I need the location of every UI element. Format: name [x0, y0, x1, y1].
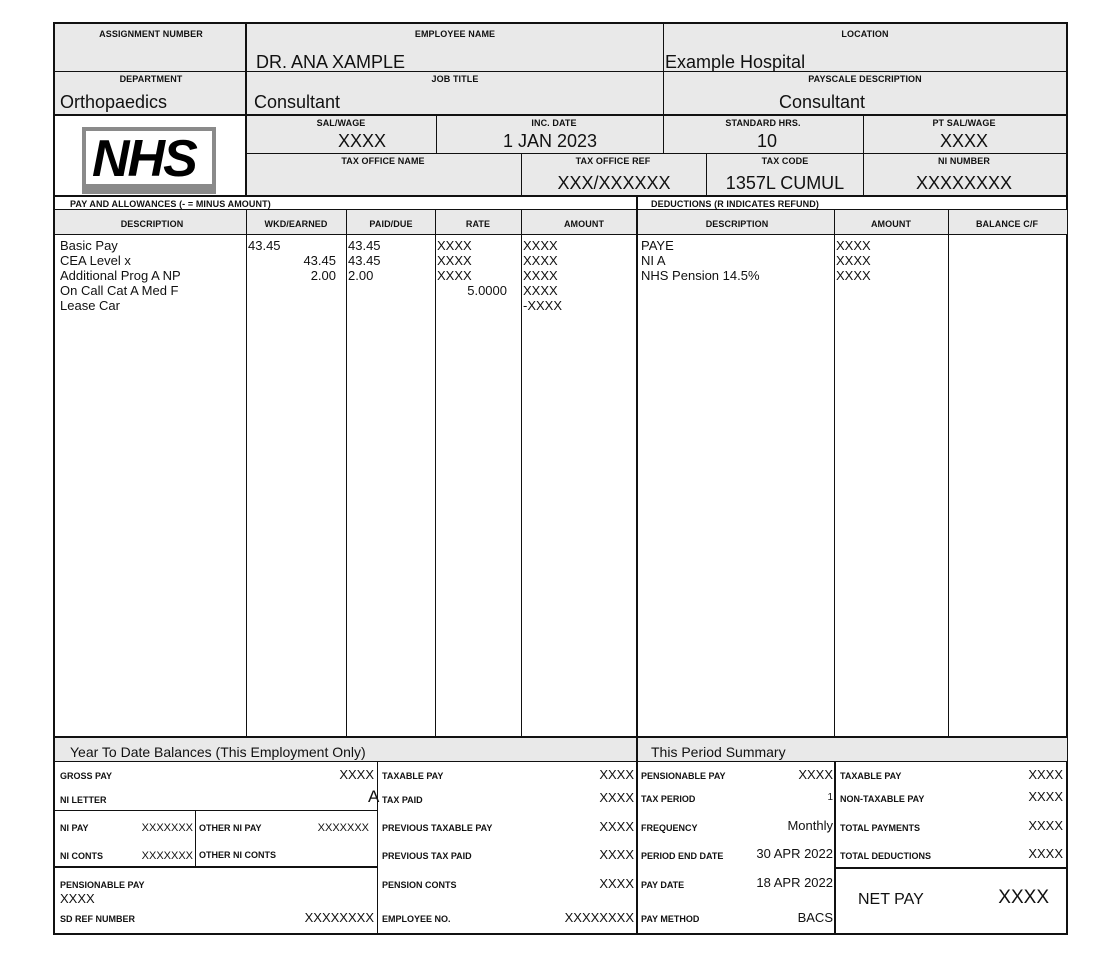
standard-hrs-label: STANDARD HRS.	[725, 118, 801, 128]
hline	[55, 71, 1067, 72]
col-header-description: DESCRIPTION	[120, 219, 184, 229]
period-tax-period-label: TAX PERIOD	[641, 794, 696, 804]
ytd-gross-pay-value: XXXX	[339, 767, 374, 782]
ytd-tax-paid-value: XXXX	[599, 790, 634, 805]
pay-wkd-earned-right: 43.45 2.00	[303, 253, 336, 283]
period-taxable-pay-label: TAXABLE PAY	[840, 771, 902, 781]
period-total-payments-value: XXXX	[1028, 818, 1063, 833]
deductions-section-label: DEDUCTIONS (R INDICATES REFUND)	[651, 199, 819, 209]
vline	[346, 210, 347, 737]
net-pay-value: XXXX	[998, 887, 1049, 908]
employee-name-label: EMPLOYEE NAME	[414, 29, 496, 39]
col-header-rate: RATE	[465, 219, 491, 229]
ytd-pension-conts-label: PENSION CONTS	[382, 880, 457, 890]
period-pay-method-value: BACS	[797, 910, 833, 925]
vline	[663, 23, 664, 115]
hline	[55, 761, 1067, 762]
period-frequency-value: Monthly	[787, 818, 833, 833]
vline	[435, 210, 436, 737]
col-header-balance-cf: BALANCE C/F	[975, 219, 1039, 229]
ytd-ni-pay-label: NI PAY	[60, 823, 89, 833]
salwage-value: XXXX	[337, 131, 387, 151]
ytd-prev-tax-paid-value: XXXX	[599, 847, 634, 862]
tax-code-value: 1357L CUMUL	[725, 173, 845, 193]
job-title-value: Consultant	[254, 92, 341, 112]
period-pensionable-pay-label: PENSIONABLE PAY	[641, 771, 726, 781]
standard-hrs-value: 10	[756, 131, 778, 151]
period-tax-period-value: 1	[827, 792, 833, 803]
payscale-label: PAYSCALE DESCRIPTION	[808, 74, 922, 84]
ytd-tax-paid-label: TAX PAID	[382, 795, 423, 805]
ytd-prev-taxable-label: PREVIOUS TAXABLE PAY	[382, 823, 493, 833]
period-pay-date-value: 18 APR 2022	[756, 875, 833, 890]
pay-paid-due: 43.45 43.45 2.00	[348, 238, 381, 283]
inc-date-label: INC. DATE	[531, 118, 577, 128]
hline	[55, 234, 1067, 235]
ni-number-value: XXXXXXXX	[915, 173, 1013, 193]
vline	[834, 762, 836, 935]
period-end-date-value: 30 APR 2022	[756, 846, 833, 861]
period-total-payments-label: TOTAL PAYMENTS	[840, 823, 921, 833]
deduction-amounts: XXXX XXXX XXXX	[836, 238, 871, 283]
assignment-number-label: ASSIGNMENT NUMBER	[99, 29, 203, 39]
hline	[55, 810, 377, 811]
ytd-other-ni-conts-label: OTHER NI CONTS	[199, 850, 277, 860]
ytd-pension-conts-value: XXXX	[599, 876, 634, 891]
ytd-pensionable-pay-label: PENSIONABLE PAY	[60, 880, 145, 890]
ytd-prev-taxable-value: XXXX	[599, 819, 634, 834]
ytd-ni-conts-label: NI CONTS	[60, 851, 104, 861]
tax-office-name-label: TAX OFFICE NAME	[341, 156, 425, 166]
ytd-other-ni-pay-value: XXXXXXX	[317, 822, 369, 834]
vline	[636, 197, 638, 935]
nhs-logo-inner	[86, 130, 212, 188]
vline	[863, 116, 864, 196]
pt-salwage-value: XXXX	[939, 131, 989, 151]
hline	[835, 867, 1067, 869]
vline	[948, 210, 949, 737]
period-total-deductions-label: TOTAL DEDUCTIONS	[840, 851, 932, 861]
pay-section-label: PAY AND ALLOWANCES (- = MINUS AMOUNT)	[70, 199, 271, 209]
net-pay-label: NET PAY	[858, 891, 924, 908]
ytd-ni-conts-value: XXXXXXX	[141, 850, 193, 862]
ytd-employee-no-value: XXXXXXXX	[564, 910, 634, 925]
period-title: This Period Summary	[651, 744, 786, 760]
hline	[55, 195, 1067, 197]
inc-date-value: 1 JAN 2023	[502, 131, 598, 151]
ytd-taxable-pay-label: TAXABLE PAY	[382, 771, 444, 781]
vline	[246, 210, 247, 737]
pay-wkd-earned-left: 43.45	[248, 238, 281, 253]
deduction-descriptions: PAYE NI A NHS Pension 14.5%	[641, 238, 760, 283]
ytd-prev-tax-paid-label: PREVIOUS TAX PAID	[382, 851, 472, 861]
ytd-title: Year To Date Balances (This Employment Only)	[70, 744, 366, 760]
tax-office-ref-label: TAX OFFICE REF	[575, 156, 651, 166]
ytd-taxable-pay-value: XXXX	[599, 767, 634, 782]
col-header-wkd-earned: WKD/EARNED	[264, 219, 328, 229]
period-pensionable-pay-value: XXXX	[798, 767, 833, 782]
location-value: Example Hospital	[665, 52, 806, 72]
vline	[663, 116, 664, 154]
period-non-taxable-label: NON-TAXABLE PAY	[840, 794, 925, 804]
col-header-deduction-description: DESCRIPTION	[705, 219, 769, 229]
col-header-deduction-amount: AMOUNT	[870, 219, 912, 229]
ytd-sd-ref-label: SD REF NUMBER	[60, 914, 136, 924]
ytd-ni-letter-value: A	[368, 787, 380, 806]
vline	[834, 210, 835, 737]
ytd-ni-pay-value: XXXXXXX	[141, 822, 193, 834]
vline	[706, 154, 707, 196]
nhs-logo-text: NHS	[92, 130, 196, 188]
period-pay-date-label: PAY DATE	[641, 880, 685, 890]
col-header-amount: AMOUNT	[563, 219, 605, 229]
tax-code-label: TAX CODE	[761, 156, 809, 166]
pt-salwage-label: PT SAL/WAGE	[932, 118, 996, 128]
tax-office-ref-value: XXX/XXXXXX	[557, 173, 671, 193]
period-taxable-pay-value: XXXX	[1028, 767, 1063, 782]
vline	[436, 116, 437, 154]
job-title-label: JOB TITLE	[431, 74, 479, 84]
vline	[636, 738, 638, 762]
nhs-logo	[82, 127, 216, 194]
ytd-other-ni-pay-label: OTHER NI PAY	[199, 823, 262, 833]
period-end-date-label: PERIOD END DATE	[641, 851, 724, 861]
ytd-ni-letter-label: NI LETTER	[60, 795, 107, 805]
ytd-sd-ref-value: XXXXXXXX	[304, 910, 374, 925]
column-header-background	[55, 210, 1067, 235]
pay-descriptions: Basic Pay CEA Level x Additional Prog A NP On Call Cat A Med F Lease Car	[60, 238, 181, 313]
pay-rate-right: 5.0000	[467, 283, 507, 298]
col-header-paid-due: PAID/DUE	[369, 219, 413, 229]
vline	[245, 23, 247, 196]
period-frequency-label: FREQUENCY	[641, 823, 698, 833]
department-label: DEPARTMENT	[119, 74, 183, 84]
ytd-gross-pay-label: GROSS PAY	[60, 771, 113, 781]
ytd-pensionable-pay-value: XXXX	[60, 891, 95, 906]
hline	[55, 866, 377, 868]
period-pay-method-label: PAY METHOD	[641, 914, 700, 924]
hline	[245, 153, 1067, 154]
salwage-label: SAL/WAGE	[316, 118, 366, 128]
vline	[521, 154, 522, 196]
vline	[521, 210, 522, 737]
pay-rate-left: XXXX XXXX XXXX	[437, 238, 472, 283]
payscale-value: Consultant	[778, 92, 866, 112]
pay-amounts: XXXX XXXX XXXX XXXX -XXXX	[523, 238, 563, 313]
location-label: LOCATION	[841, 29, 889, 39]
ni-number-label: NI NUMBER	[938, 156, 990, 166]
vline	[195, 811, 196, 866]
ytd-employee-no-label: EMPLOYEE NO.	[382, 914, 451, 924]
period-total-deductions-value: XXXX	[1028, 846, 1063, 861]
department-value: Orthopaedics	[60, 92, 168, 112]
period-non-taxable-value: XXXX	[1028, 789, 1063, 804]
hline	[55, 114, 1067, 116]
employee-name-value: DR. ANA XAMPLE	[256, 52, 406, 72]
